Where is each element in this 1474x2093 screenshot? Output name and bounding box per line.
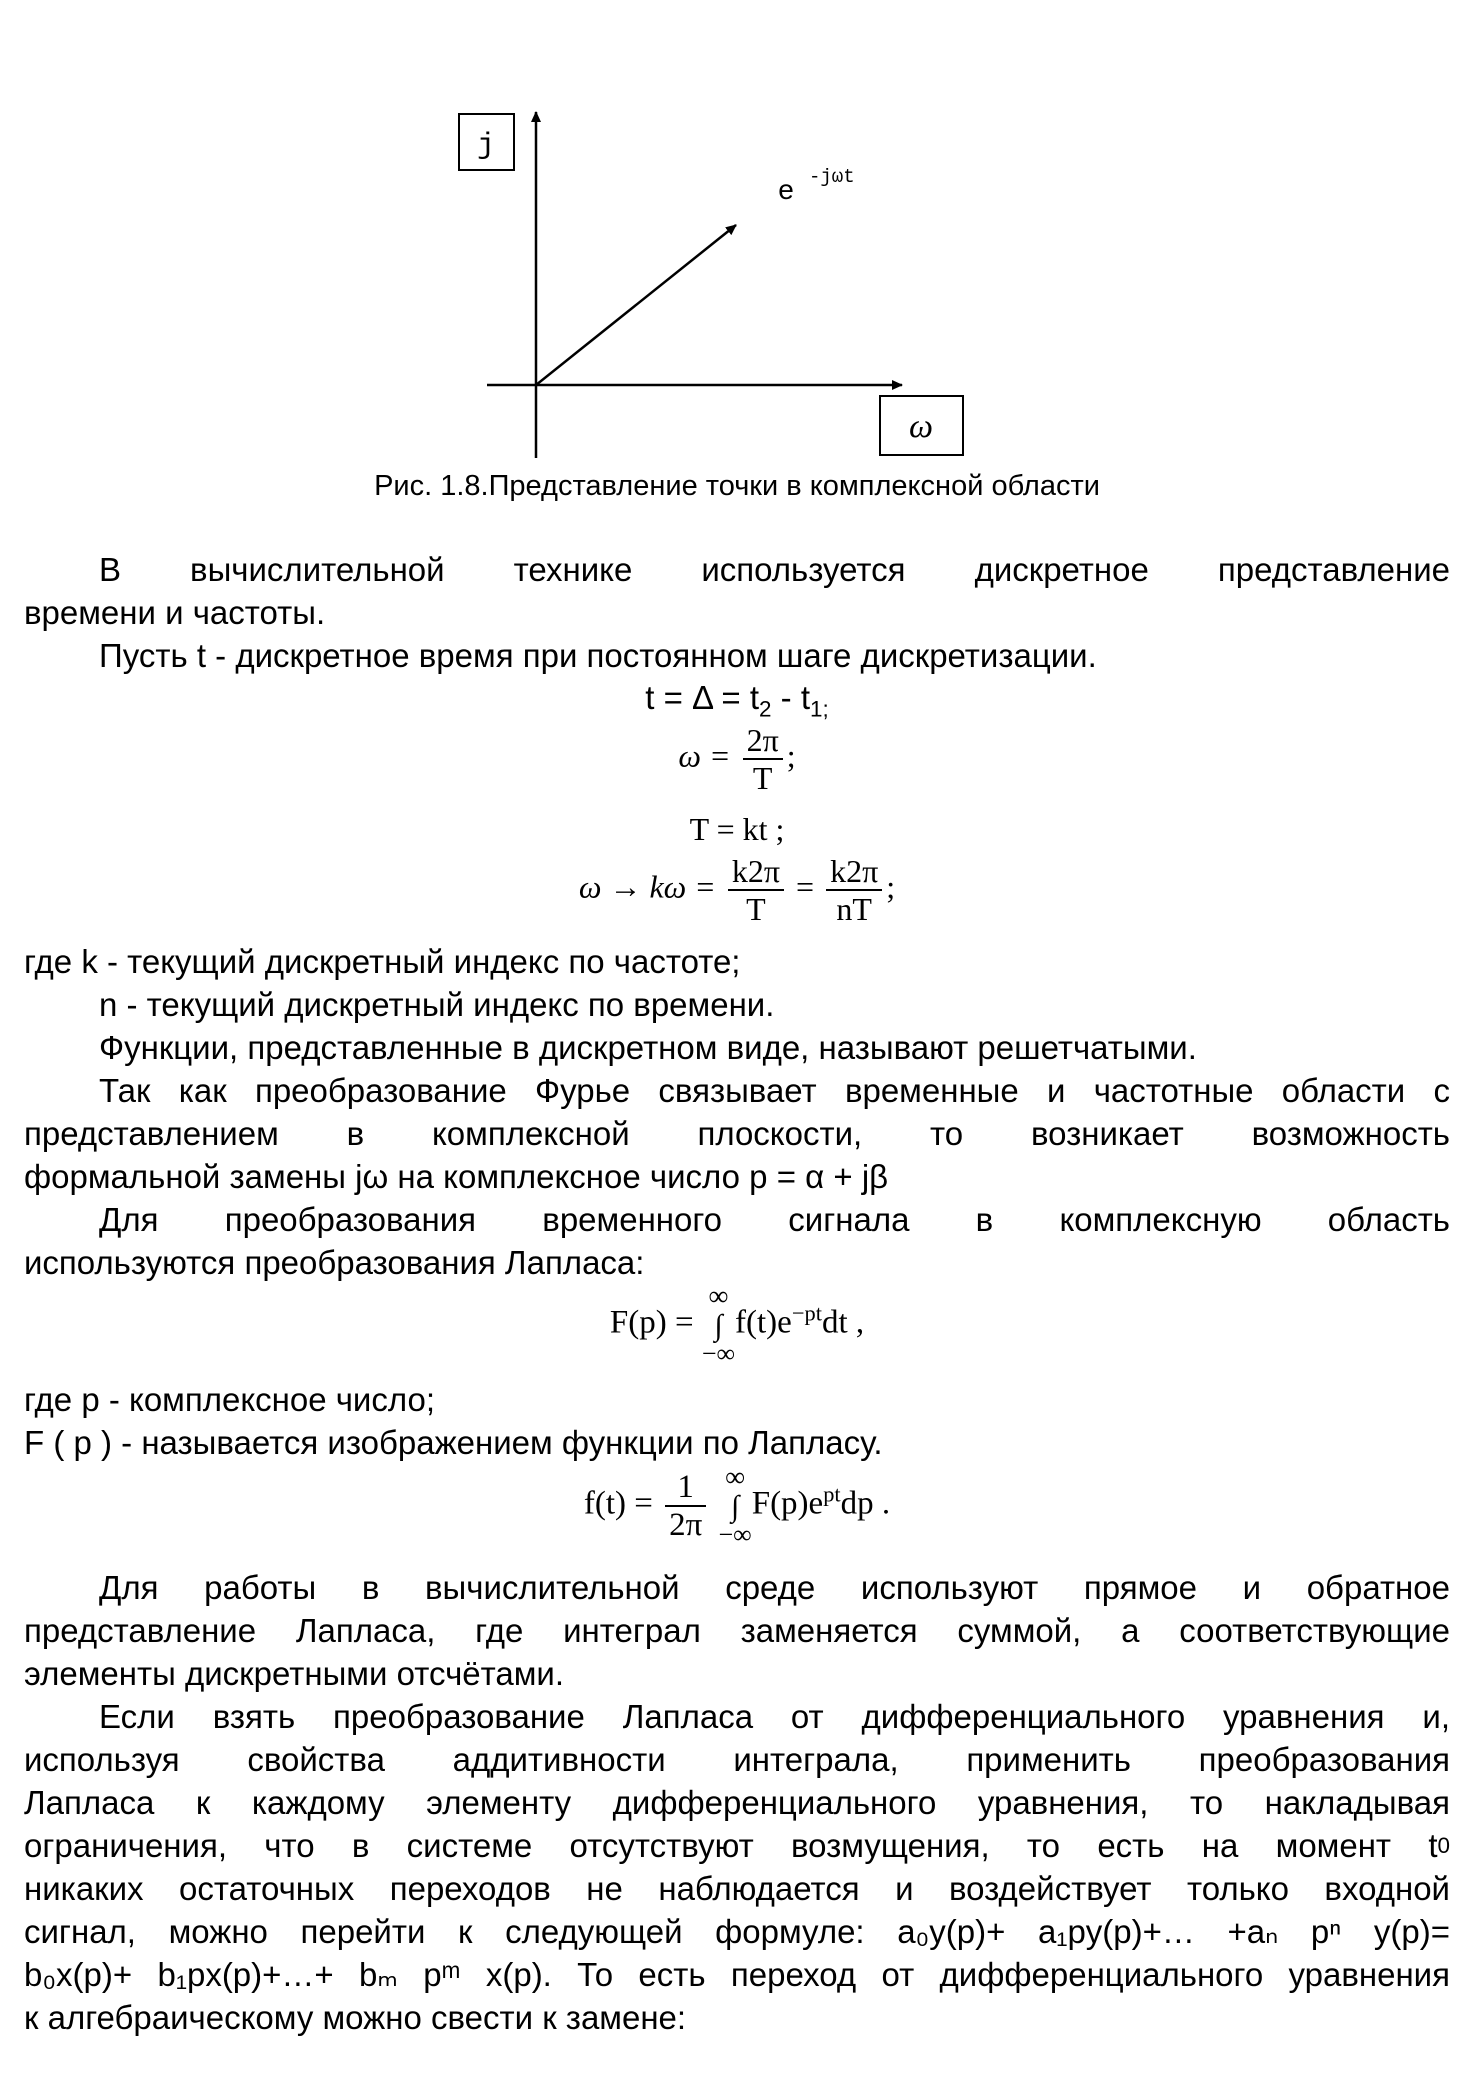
paragraph-line: используются преобразования Лапласа: bbox=[24, 1244, 645, 1281]
paragraph-line: где р - комплексное число; bbox=[24, 1381, 436, 1418]
formula-omega: ω = $\frac{2\pi}{T}$ ; bbox=[678, 722, 796, 796]
paragraph-line: b₀x(p)+ b₁px(p)+…+ bₘ pᵐ x(p). То есть переход от дифференциального уравнения bbox=[24, 1956, 1450, 1993]
paragraph-line: где k - текущий дискретный индекс по частоте; bbox=[24, 943, 741, 980]
formula-discrete-omega: ω → kω = $\frac{k2\pi}{T}$ = $\frac{k2\pi}{nT}$ ; bbox=[578, 853, 896, 927]
paragraph-line: Для работы в вычислительной среде используют прямое и обратное bbox=[99, 1569, 1450, 1606]
paragraph-line: никаких остаточных переходов не наблюдается и воздействует только входной bbox=[24, 1870, 1450, 1907]
paragraph-line: формальной замены jω на комплексное число р = α + jβ bbox=[24, 1158, 889, 1195]
paragraph-line: представление Лапласа, где интеграл заменяется суммой, а соответствующие bbox=[24, 1612, 1450, 1649]
paragraph-line: к алгебраическому можно свести к замене: bbox=[24, 1999, 687, 2036]
y-axis-label: j bbox=[476, 129, 496, 163]
formula-laplace: F(p) = ∞ ∫ −∞ $f(t)e^{-pt}dt$ , bbox=[609, 1281, 865, 1368]
formula-inverse-laplace: f(t) = $\frac{1}{2\pi}$ ∞ ∫ −∞ $F(p)e^{pt}dp$ . bbox=[583, 1462, 891, 1549]
vector-label: e bbox=[777, 177, 795, 208]
x-axis-label: ω bbox=[908, 408, 934, 445]
paragraph-line: элементы дискретными отсчётами. bbox=[24, 1655, 565, 1692]
paragraph-line: Пусть t - дискретное время при постоянном шаге дискретизации. bbox=[99, 637, 1097, 674]
vector-label-exponent: -jωt bbox=[809, 166, 855, 188]
paragraph-line: F ( р ) - называется изображением функции по Лапласу. bbox=[24, 1424, 883, 1461]
vector-arrow bbox=[536, 225, 736, 385]
paragraph-line: Если взять преобразование Лапласа от дифференциального уравнения и, bbox=[99, 1698, 1450, 1735]
paragraph-line: Для преобразования временного сигнала в комплексную область bbox=[99, 1201, 1450, 1238]
paragraph-line: ограничения, что в системе отсутствуют возмущения, то есть на момент t 0 bbox=[24, 1827, 1450, 1864]
complex-plane-figure bbox=[0, 0, 1474, 470]
paragraph-line: сигнал, можно перейти к следующей формуле: a₀y(p)+ a₁py(p)+… +aₙ pⁿ y(p)= bbox=[24, 1913, 1450, 1950]
figure-caption: Рис. 1.8.Представление точки в комплексной области bbox=[374, 470, 1100, 502]
paragraph-line: В вычислительной технике используется дискретное представление bbox=[99, 551, 1450, 588]
paragraph-line: Лапласа к каждому элементу дифференциального уравнения, то накладывая bbox=[24, 1784, 1450, 1821]
paragraph-line: используя свойства аддитивности интеграла, применить преобразования bbox=[24, 1741, 1450, 1778]
paragraph-line: времени и частоты. bbox=[24, 594, 326, 631]
paragraph-line: n - текущий дискретный индекс по времени. bbox=[99, 986, 775, 1023]
paragraph-line: Так как преобразование Фурье связывает временные и частотные области с bbox=[99, 1072, 1450, 1109]
formula-period: T = kt ; bbox=[689, 811, 785, 847]
paragraph-line: Функции, представленные в дискретном виде, называют решетчатыми. bbox=[99, 1029, 1197, 1066]
paragraph-line: представлением в комплексной плоскости, то возникает возможность bbox=[24, 1115, 1450, 1152]
formula-time-step: $t = \Delta = t_2 - t_{1;}$ bbox=[645, 679, 829, 722]
